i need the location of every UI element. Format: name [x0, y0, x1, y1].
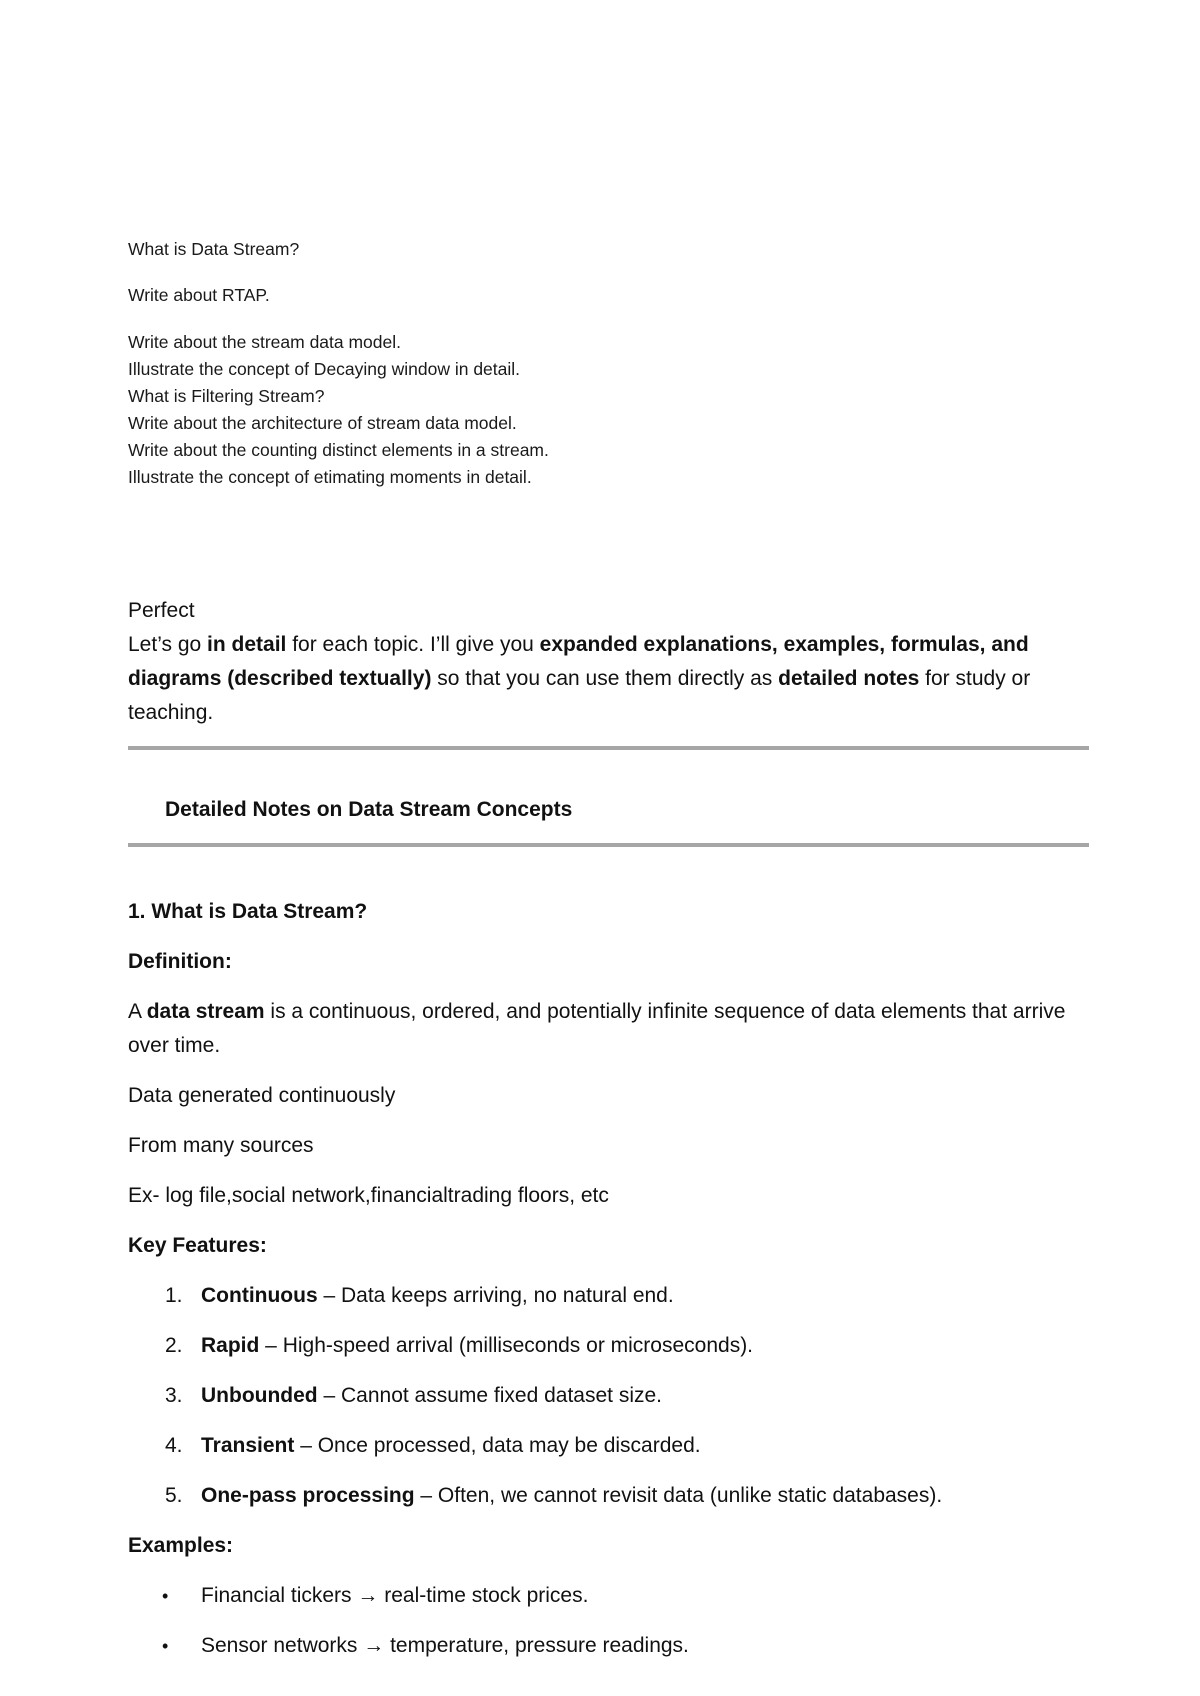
feature-desc: – Often, we cannot revisit data (unlike static databases). — [414, 1484, 943, 1507]
list-item — [128, 1429, 1088, 1463]
intro-text: for study or teaching. — [128, 667, 1031, 724]
question-item: Illustrate the concept of etimating moments in detail. — [128, 467, 532, 487]
question-list — [128, 236, 549, 491]
feature-term: Transient — [201, 1434, 295, 1457]
list-item — [128, 1279, 1088, 1313]
question-item: Write about the architecture of stream data model. — [128, 413, 517, 433]
list-number: 5. — [165, 1484, 183, 1507]
feature-term: Continuous — [201, 1284, 318, 1307]
question-item: What is Filtering Stream? — [128, 386, 325, 406]
feature-desc: – Once processed, data may be discarded. — [294, 1434, 701, 1457]
body-line: Ex- log file,social network,financialtrading floors, etc — [128, 1184, 609, 1207]
features-label: Key Features: — [128, 1234, 267, 1257]
example-text: Sensor networks → temperature, pressure readings. — [201, 1634, 689, 1657]
definition-text — [128, 995, 1088, 1063]
section-data-stream — [128, 895, 1088, 1679]
definition-term: data stream — [146, 1000, 265, 1023]
horizontal-rule — [128, 746, 1089, 750]
horizontal-rule — [128, 843, 1089, 847]
section-heading: 1. What is Data Stream? — [128, 900, 368, 923]
list-number: 1. — [165, 1284, 183, 1307]
list-item — [128, 1479, 1088, 1513]
feature-desc: – High-speed arrival (milliseconds or microseconds). — [259, 1334, 754, 1357]
page-title: Detailed Notes on Data Stream Concepts — [165, 798, 573, 821]
bullet-icon: • — [162, 1586, 169, 1606]
examples-list — [128, 1579, 1088, 1663]
intro-paragraph — [128, 594, 1088, 730]
question-item: Write about the stream data model. — [128, 332, 402, 352]
intro-text: for each topic. I’ll give you — [286, 633, 540, 656]
intro-bold: detailed notes — [778, 667, 920, 690]
features-list — [128, 1279, 1088, 1513]
intro-bold: expanded explanations, examples, formulas, and diagrams (described textually) — [128, 633, 1029, 690]
example-text: Financial tickers → real-time stock prices. — [201, 1584, 589, 1607]
feature-desc: – Cannot assume fixed dataset size. — [317, 1384, 662, 1407]
list-item — [128, 1579, 1088, 1613]
body-line: From many sources — [128, 1134, 314, 1157]
bullet-icon: • — [162, 1636, 169, 1656]
definition-label: Definition: — [128, 950, 232, 973]
intro-text: so that you can use them directly as — [431, 667, 779, 690]
feature-desc: – Data keeps arriving, no natural end. — [317, 1284, 674, 1307]
intro-perfect: Perfect — [128, 599, 195, 622]
list-item — [128, 1329, 1088, 1363]
body-line: Data generated continuously — [128, 1084, 396, 1107]
list-number: 3. — [165, 1384, 183, 1407]
feature-term: One-pass processing — [201, 1484, 415, 1507]
list-item — [128, 1629, 1088, 1663]
list-item — [128, 1379, 1088, 1413]
list-number: 2. — [165, 1334, 183, 1357]
feature-term: Rapid — [201, 1334, 260, 1357]
intro-text: Let’s go — [128, 633, 208, 656]
definition-pre: A — [128, 1000, 147, 1023]
question-item: Write about the counting distinct elements in a stream. — [128, 440, 549, 460]
question-item: Illustrate the concept of Decaying window in detail. — [128, 359, 521, 379]
intro-bold: in detail — [207, 633, 287, 656]
feature-term: Unbounded — [201, 1384, 318, 1407]
definition-post: is a continuous, ordered, and potentially infinite sequence of data elements that arrive over time. — [128, 1000, 1066, 1057]
examples-label: Examples: — [128, 1534, 234, 1557]
question-item: What is Data Stream? — [128, 239, 300, 259]
question-item: Write about RTAP. — [128, 285, 270, 305]
list-number: 4. — [165, 1434, 183, 1457]
